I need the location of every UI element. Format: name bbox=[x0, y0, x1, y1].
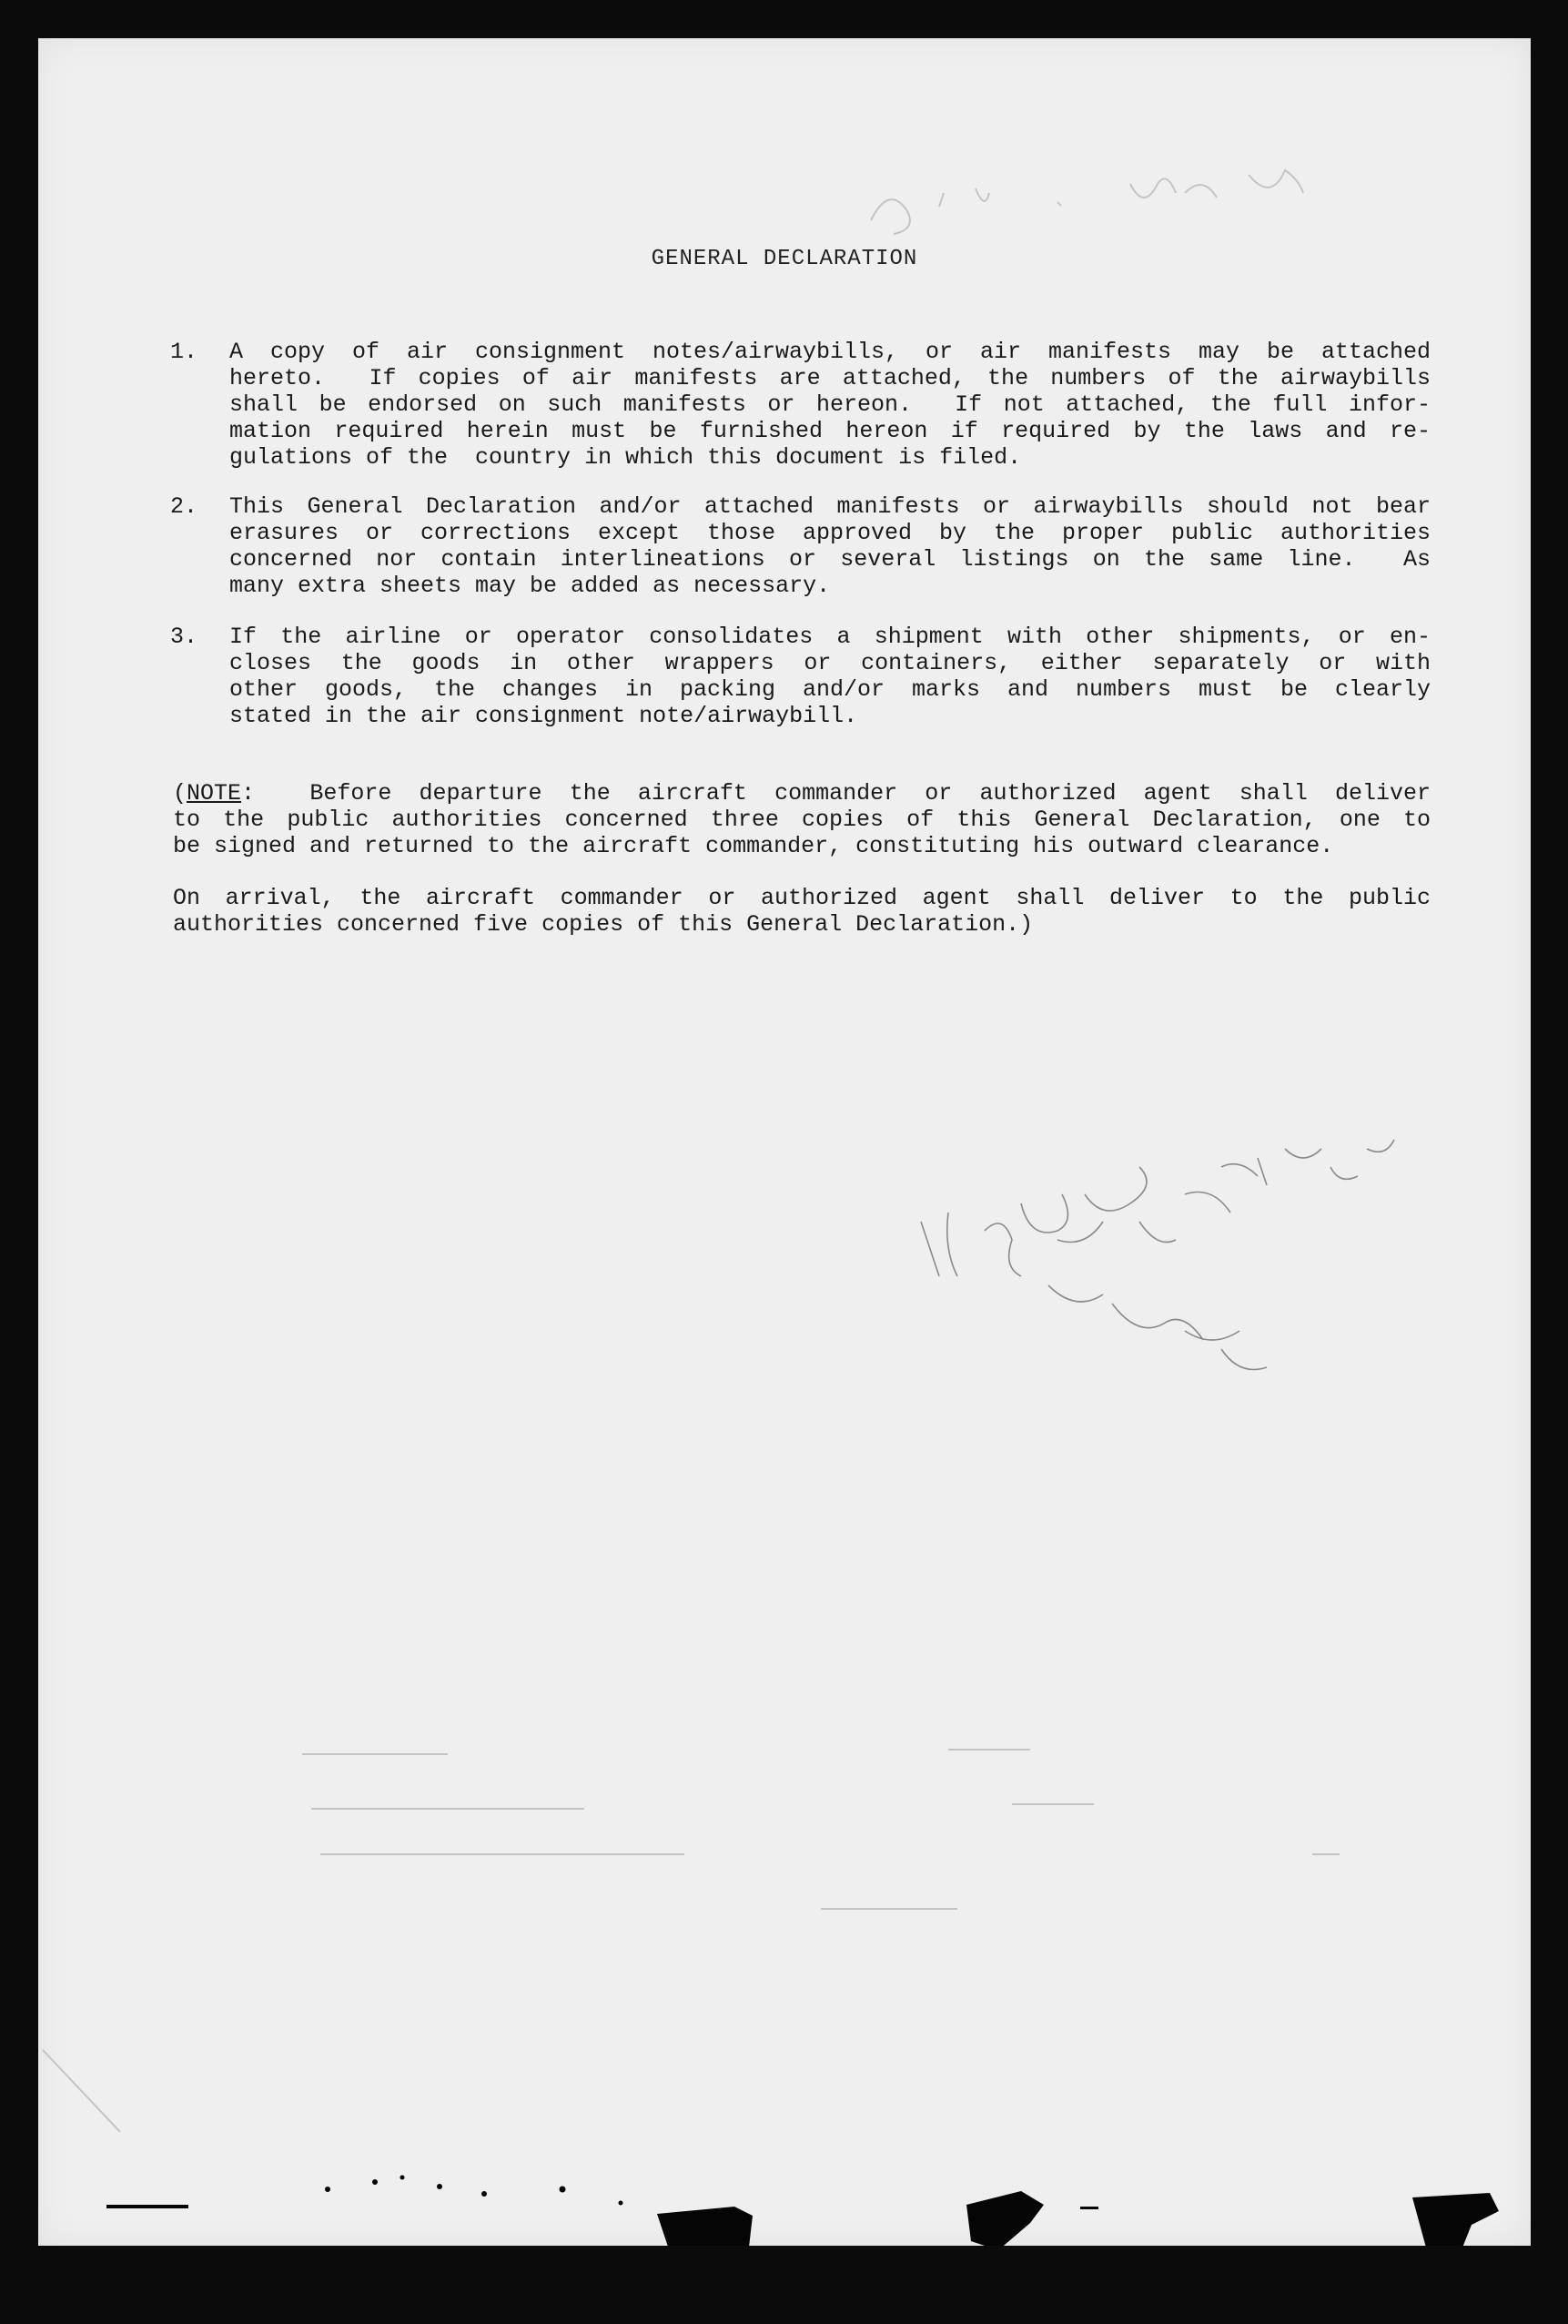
clause-line: many extra sheets may be added as necessary. bbox=[229, 573, 831, 599]
note-line: be signed and returned to the aircraft commander, constituting his outward clearance. bbox=[173, 833, 1334, 859]
note-label: NOTE bbox=[187, 780, 242, 807]
speck bbox=[325, 2187, 330, 2192]
speck bbox=[560, 2187, 566, 2193]
clause-text bbox=[229, 624, 1431, 729]
clause-line: closes the goods in other wrappers or containers, either separately or with bbox=[229, 650, 1431, 676]
clause-line: concerned nor contain interlineations or several listings on the same line. As bbox=[229, 546, 1431, 573]
document-title: GENERAL DECLARATION bbox=[651, 247, 918, 271]
clause-line: hereto. If copies of air manifests are attached, the numbers of the airwaybills bbox=[229, 365, 1431, 391]
clause-line: shall be endorsed on such manifests or hereon. If not attached, the full infor- bbox=[229, 391, 1431, 418]
clause-line: gulations of the country in which this document is filed. bbox=[229, 444, 1022, 471]
torn-edge bbox=[657, 2207, 753, 2246]
clause-line: This General Declaration and/or attached manifests or airwaybills should not bear bbox=[229, 493, 1431, 520]
speck bbox=[372, 2179, 378, 2185]
note-line: to the public authorities concerned three copies of this General Declaration, one to bbox=[173, 807, 1431, 833]
arrival-line: authorities concerned five copies of this General Declaration.) bbox=[173, 911, 1034, 938]
handwritten-scrawl-middle bbox=[921, 1140, 1394, 1370]
document-page bbox=[38, 38, 1531, 2246]
torn-edge bbox=[966, 2191, 1044, 2246]
speck bbox=[619, 2201, 623, 2206]
arrival-paragraph bbox=[173, 885, 1431, 938]
note-line-text: : Before departure the aircraft commander or authorized agent shall deliver bbox=[241, 780, 1431, 807]
clause-text bbox=[229, 339, 1431, 471]
dash-mark bbox=[1080, 2207, 1098, 2209]
clause-line: If the airline or operator consolidates a shipment with other shipments, or en- bbox=[229, 624, 1431, 650]
clause-line: other goods, the changes in packing and/or marks and numbers must be clearly bbox=[229, 676, 1431, 703]
clause-number: 3. bbox=[170, 624, 198, 650]
arrival-line: On arrival, the aircraft commander or authorized agent shall deliver to the public bbox=[173, 885, 1431, 911]
clause-number: 2. bbox=[170, 493, 198, 520]
pencil-scribble-top bbox=[871, 170, 1303, 234]
note-open-paren: ( bbox=[173, 780, 187, 807]
speck bbox=[481, 2191, 487, 2197]
clause-line: mation required herein must be furnished hereon if required by the laws and re- bbox=[229, 418, 1431, 444]
torn-edge bbox=[1412, 2193, 1499, 2246]
speck bbox=[400, 2176, 405, 2180]
clause-text bbox=[229, 493, 1431, 599]
note-line bbox=[173, 780, 1431, 807]
clause-line: A copy of air consignment notes/airwaybills, or air manifests may be attached bbox=[229, 339, 1431, 365]
clause-line: stated in the air consignment note/airwaybill. bbox=[229, 703, 858, 729]
clause-number: 1. bbox=[170, 339, 198, 365]
ghost-text-lower bbox=[302, 1750, 1340, 1909]
clause-line: erasures or corrections except those approved by the proper public authorities bbox=[229, 520, 1431, 546]
note-paragraph bbox=[173, 780, 1431, 859]
dash-mark bbox=[106, 2205, 188, 2208]
speck bbox=[437, 2184, 442, 2189]
scratch-mark bbox=[43, 2050, 120, 2132]
